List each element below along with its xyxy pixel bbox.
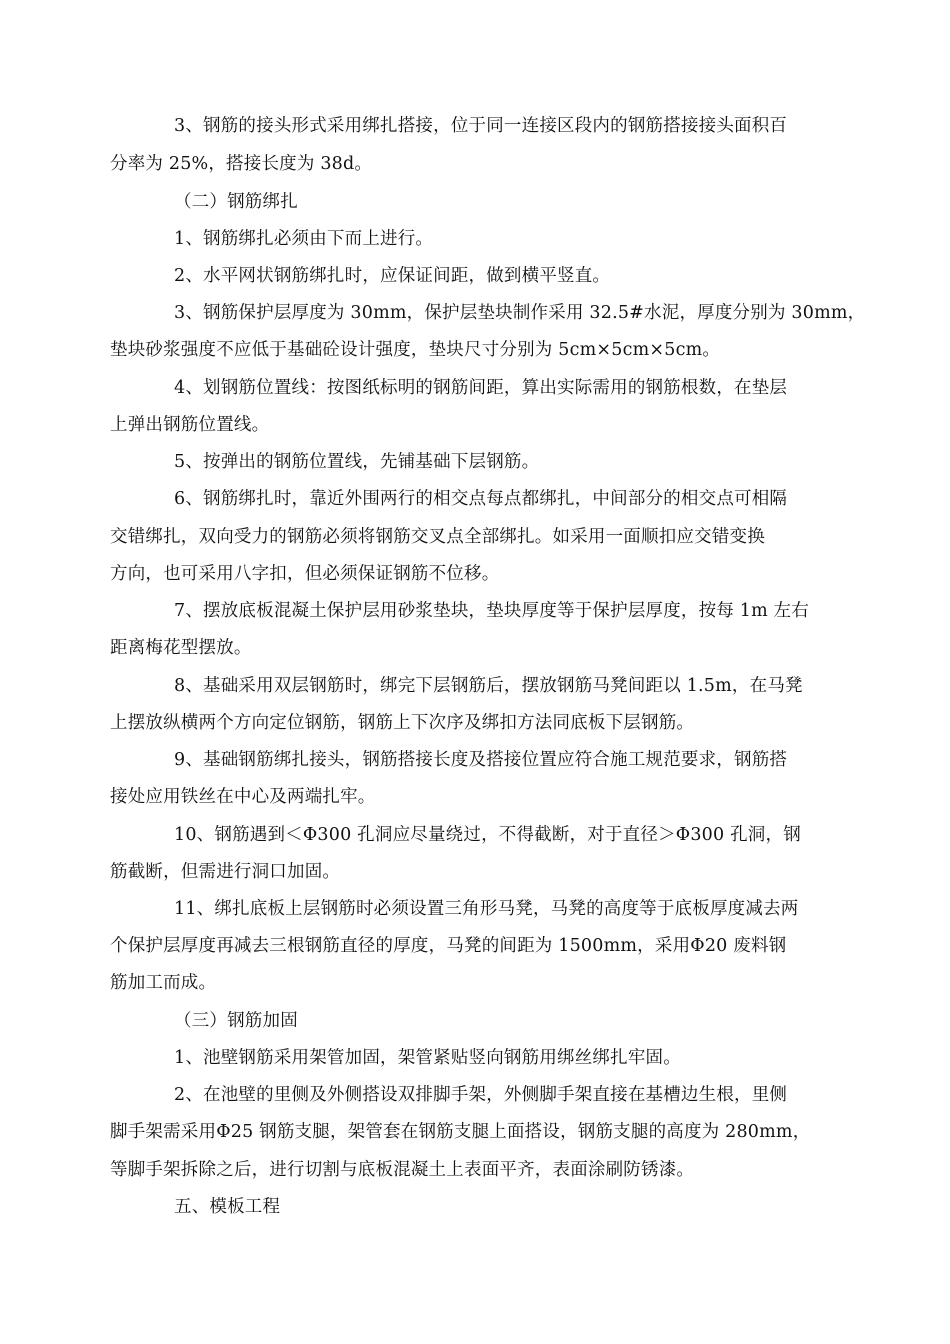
paragraph-line: 7、摆放底板混凝土保护层用砂浆垫块，垫块厚度等于保护层厚度，按每 1m 左右 xyxy=(174,601,810,621)
paragraph-line: 垫块砂浆强度不应低于基础砼设计强度，垫块尺寸分别为 5cm×5cm×5cm。 xyxy=(110,340,721,360)
section-heading: （三）钢筋加固 xyxy=(174,1011,298,1031)
paragraph-line: 3、钢筋的接头形式采用绑扎搭接，位于同一连接区段内的钢筋搭接接头面积百 xyxy=(174,116,788,136)
paragraph-line: 1、钢筋绑扎必须由下而上进行。 xyxy=(174,229,434,249)
section-heading: （二）钢筋绑扎 xyxy=(174,192,298,212)
paragraph-line: 分率为 25%，搭接长度为 38d。 xyxy=(110,154,373,174)
paragraph-line: 11、绑扎底板上层钢筋时必须设置三角形马凳，马凳的高度等于底板厚度减去两 xyxy=(174,899,799,919)
paragraph-line: 5、按弹出的钢筋位置线，先铺基础下层钢筋。 xyxy=(174,452,540,472)
paragraph-line: 2、水平网状钢筋绑扎时，应保证间距，做到横平竖直。 xyxy=(174,266,611,286)
paragraph-line: 8、基础采用双层钢筋时，绑完下层钢筋后，摆放钢筋马凳间距以 1.5m，在马凳 xyxy=(174,676,803,696)
paragraph-line: 交错绑扎，双向受力的钢筋必须将钢筋交叉点全部绑扎。如采用一面顺扣应交错变换 xyxy=(110,527,765,547)
paragraph-line: 筋截断，但需进行洞口加固。 xyxy=(110,862,341,882)
paragraph-line: 10、钢筋遇到＜Φ300 孔洞应尽量绕过，不得截断，对于直径＞Φ300 孔洞，钢 xyxy=(174,825,801,845)
paragraph-line: 筋加工而成。 xyxy=(110,973,217,993)
paragraph-line: 上弹出钢筋位置线。 xyxy=(110,415,270,435)
section-heading: 五、模板工程 xyxy=(174,1197,281,1217)
paragraph-line: 方向，也可采用八字扣，但必须保证钢筋不位移。 xyxy=(110,564,500,584)
paragraph-line: 1、池壁钢筋采用架管加固，架管紧贴竖向钢筋用绑丝绑扎牢固。 xyxy=(174,1048,681,1068)
paragraph-line: 等脚手架拆除之后，进行切割与底板混凝土上表面平齐，表面涂刷防锈漆。 xyxy=(110,1160,695,1180)
paragraph-line: 脚手架需采用Φ25 钢筋支腿，架管套在钢筋支腿上面搭设，钢筋支腿的高度为 280mm， xyxy=(110,1122,811,1142)
paragraph-line: 距离梅花型摆放。 xyxy=(110,638,252,658)
paragraph-line: 接处应用铁丝在中心及两端扎牢。 xyxy=(110,787,376,807)
paragraph-line: 上摆放纵横两个方向定位钢筋，钢筋上下次序及绑扣方法同底板下层钢筋。 xyxy=(110,713,695,733)
paragraph-line: 2、在池壁的里侧及外侧搭设双排脚手架，外侧脚手架直接在基槽边生根，里侧 xyxy=(174,1085,788,1105)
paragraph-line: 个保护层厚度再减去三根钢筋直径的厚度，马凳的间距为 1500mm，采用Φ20 废料钢 xyxy=(110,936,787,956)
paragraph-line: 4、划钢筋位置线：按图纸标明的钢筋间距，算出实际需用的钢筋根数，在垫层 xyxy=(174,378,788,398)
paragraph-line: 6、钢筋绑扎时，靠近外围两行的相交点每点都绑扎，中间部分的相交点可相隔 xyxy=(174,489,788,509)
paragraph-line: 9、基础钢筋绑扎接头，钢筋搭接长度及搭接位置应符合施工规范要求，钢筋搭 xyxy=(174,750,788,770)
paragraph-line: 3、钢筋保护层厚度为 30mm，保护层垫块制作采用 32.5#水泥，厚度分别为 30mm， xyxy=(174,303,866,323)
